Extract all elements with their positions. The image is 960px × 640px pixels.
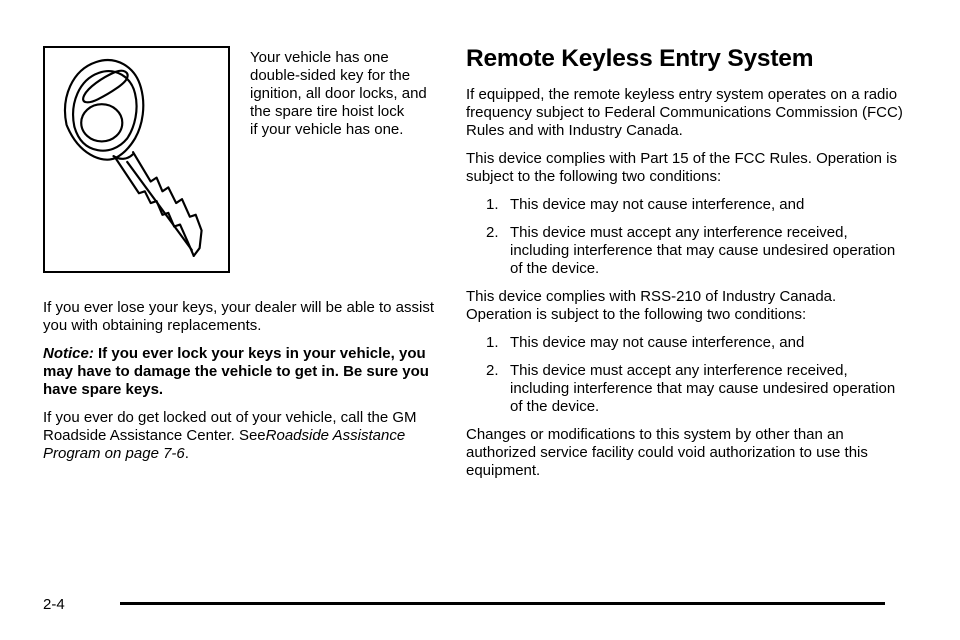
intro-line-4: the spare tire hoist lock (250, 103, 405, 120)
intro-line-5: if your vehicle has one. (250, 121, 404, 138)
key-illustration (43, 46, 230, 273)
list-text: This device must accept any interference received, including interference that may cause undesired operation of the device. (510, 362, 896, 415)
section-heading: Remote Keyless Entry System (466, 45, 814, 72)
roadside-assistance-link[interactable]: Roadside Assistance Program on page 7-6 (43, 427, 406, 462)
rss-conditions-list (466, 334, 906, 416)
list-number: 1. (486, 334, 499, 351)
list-item (466, 362, 906, 416)
notice-body: If you ever lock your keys in your vehicle, you may have to damage the vehicle to get in. Be sure you have spare keys. (43, 345, 429, 398)
left-column (43, 299, 443, 473)
list-text: This device may not cause interference, and (510, 334, 805, 351)
key-intro-text (250, 49, 460, 139)
list-item (466, 224, 906, 278)
list-text: This device must accept any interference received, including interference that may cause undesired operation of the device. (510, 224, 896, 277)
list-number: 1. (486, 196, 499, 213)
rke-intro-paragraph: If equipped, the remote keyless entry system operates on a radio frequency subject to Federal Communications Commission (FCC) Rules and with Industry Canada. (466, 86, 903, 139)
modifications-paragraph: Changes or modifications to this system by other than an authorized service facility could void authorization to use this equipment. (466, 426, 868, 479)
right-column (466, 44, 906, 490)
intro-line-2: double-sided key for the (250, 67, 411, 84)
fcc-paragraph: This device complies with Part 15 of the FCC Rules. Operation is subject to the following two conditions: (466, 150, 898, 185)
key-icon (45, 48, 228, 271)
locked-out-suffix: . (184, 445, 189, 462)
list-number: 2. (486, 362, 499, 379)
intro-line-1: Your vehicle has one (250, 49, 389, 66)
locked-out-text: If you ever do get locked out of your vehicle, call the GM Roadside Assistance Center. See (43, 409, 417, 444)
notice-paragraph (43, 345, 443, 399)
locked-out-paragraph (43, 409, 443, 463)
page-number: 2-4 (43, 596, 65, 613)
rss-paragraph: This device complies with RSS-210 of Industry Canada. Operation is subject to the following two conditions: (466, 288, 837, 323)
list-text: This device may not cause interference, and (510, 196, 805, 213)
notice-label: Notice: (43, 345, 94, 362)
footer-rule (120, 602, 885, 605)
lose-keys-paragraph: If you ever lose your keys, your dealer will be able to assist you with obtaining replacements. (43, 299, 435, 334)
list-item (466, 196, 906, 214)
fcc-conditions-list (466, 196, 906, 278)
list-item (466, 334, 906, 352)
list-number: 2. (486, 224, 499, 241)
intro-line-3: ignition, all door locks, and (250, 85, 427, 102)
